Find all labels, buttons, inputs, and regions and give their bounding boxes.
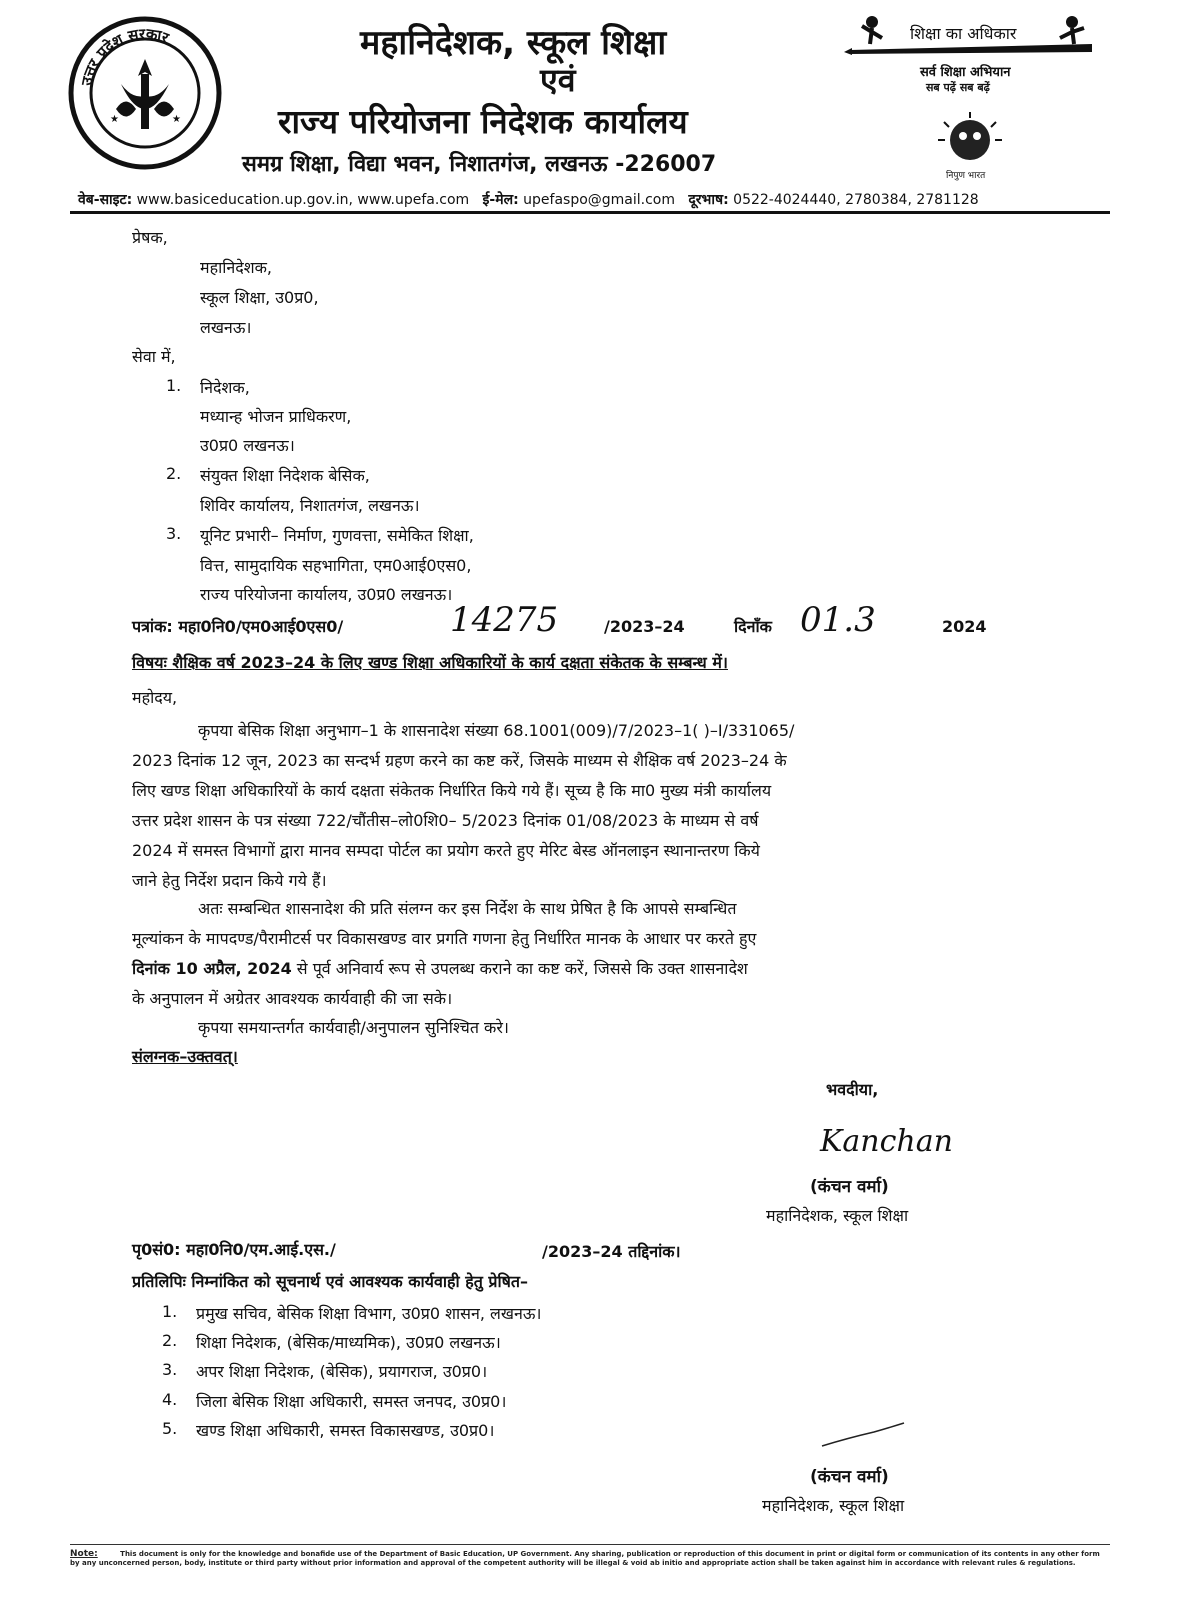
enclosure: संलग्नक–उक्तवत्। [132,1047,238,1066]
header-title-line1: महानिदेशक, स्कूल शिक्षा [360,23,667,63]
phone-value: 0522-4024440, 2780384, 2781128 [733,192,979,208]
copy-ref-suffix: /2023–24 तद्दिनांक। [542,1242,681,1261]
sender-line: लखनऊ। [200,318,252,337]
letter-subject [132,651,728,673]
contact-line [78,190,979,209]
sender-label: प्रेषक, [132,228,168,247]
ssa-line2: सब पढ़ें सब बढ़ें [926,81,990,94]
signature-stroke-icon [818,1420,908,1450]
recipient-line: यूनिट प्रभारी– निर्माण, गुणवत्ता, समेकित शिक्षा, [200,526,474,545]
para-line: 2024 में समस्त विभागों द्वारा मानव सम्पदा पोर्टल का प्रयोग करते हुए मेरिट बेस्ड ऑनलाइन स्थानान्तरण किये [132,841,760,860]
para-line: मूल्यांकन के मापदण्ड/पैरामीटर्स पर विकासखण्ड वार प्रगति गणना हेतु निर्धारित मानक के आधार पर करते हुए [132,929,757,948]
nipun-logo [930,108,1020,168]
state-emblem-logo [66,14,224,172]
paragraph-2 [132,894,982,1014]
para-line: 2023 दिनांक 12 जून, 2023 का सन्दर्भ ग्रहण करने का कष्ट करें, जिसके माध्यम से शैक्षिक वर्ष 2023–24 के [132,751,787,770]
para-line: अतः सम्बन्धित शासनादेश की प्रति संलग्न कर इस निर्देश के साथ प्रेषित है कि आपसे सम्बन्धित [198,899,737,918]
phone-label: दूरभाष: [688,192,729,208]
letter-ref-handwritten: 14275 [450,600,559,640]
para-line-with-deadline [132,954,982,984]
recipient-line: राज्य परियोजना कार्यालय, उ0प्र0 लखनऊ। [200,585,453,604]
recipient-num: 2. [166,464,182,483]
copy-ref-prefix: पृ0सं0: महा0नि0/एम.आई.एस./ [132,1240,336,1259]
nipun-caption: निपुण भारत [946,171,986,181]
para-line: के अनुपालन में अग्रेतर आवश्यक कार्यवाही की जा सके। [132,989,453,1008]
para-text: से पूर्व अनिवार्य रूप से उपलब्ध कराने का कष्ट करें, जिससे कि उक्त शासनादेश [291,959,748,978]
para-line: उत्तर प्रदेश शासन के पत्र संख्या 722/चौंतीस–लो0शि0– 5/2023 दिनांक 01/08/2023 के माध्यम से वर्ष [132,811,759,830]
paragraph-3: कृपया समयान्तर्गत कार्यवाही/अनुपालन सुनिश्चित करे। [198,1018,509,1037]
para-line: कृपया बेसिक शिक्षा अनुभाग–1 के शासनादेश संख्या 68.1001(009)/7/2023–1( )–I/331065/ [198,721,795,740]
copy-item-num: 2. [162,1331,178,1350]
recipient-line: मध्यान्ह भोजन प्राधिकरण, [200,407,352,426]
header-title-line3: राज्य परियोजना निदेशक कार्यालय [278,102,688,141]
recipient-line: वित्त, सामुदायिक सहभागिता, एम0आई0एस0, [200,556,472,575]
ssa-line1: सर्व शिक्षा अभियान [920,65,1011,80]
para-line: जाने हेतु निर्देश प्रदान किये गये हैं। [132,871,327,890]
footer-divider [70,1544,1110,1545]
svg-text:★: ★ [172,114,181,125]
copy-item: जिला बेसिक शिक्षा अधिकारी, समस्त जनपद, उ0प्र0। [196,1392,507,1411]
recipient-line: शिविर कार्यालय, निशातगंज, लखनऊ। [200,496,420,515]
subject-text: शैक्षिक वर्ष 2023–24 के लिए खण्ड शिक्षा अधिकारियों के कार्य दक्षता संकेतक के सम्बन्ध में। [172,653,728,672]
copy-item-num: 4. [162,1390,178,1409]
svg-text:उत्तर प्रदेश सरकार: उत्तर प्रदेश सरकार [77,24,172,88]
emblem-icon [66,14,224,172]
header-divider [70,211,1110,214]
copy-item-num: 1. [162,1302,178,1321]
footer-note [70,1550,1110,1568]
letter-date-handwritten: 01.3 [800,600,876,640]
signature-1: Kanchan [820,1124,953,1159]
header-address: समग्र शिक्षा, विद्या भवन, निशातगंज, लखनऊ -226007 [242,152,717,177]
sender-line: स्कूल शिक्षा, उ0प्र0, [200,288,319,307]
paragraph-1 [132,716,982,896]
website-label: वेब-साइट: [78,192,133,208]
letter-date-year: 2024 [942,617,987,636]
deadline-date: दिनांक 10 अप्रैल, 2024 [132,959,292,978]
salutation: महोदय, [132,688,178,707]
copy-item-num: 3. [162,1360,178,1379]
footer-note-label: Note: [70,1549,98,1559]
svg-text:★: ★ [110,114,119,125]
subject-label: विषयः [132,653,167,672]
copy-item: अपर शिक्षा निदेशक, (बेसिक), प्रयागराज, उ0प्र0। [196,1362,488,1381]
signatory-title: महानिदेशक, स्कूल शिक्षा [766,1206,909,1225]
recipient-line: उ0प्र0 लखनऊ। [200,436,295,455]
para-line: लिए खण्ड शिक्षा अधिकारियों के कार्य दक्षता संकेतक निर्धारित किये गये हैं। सूच्य है कि मा0 मुख्य मंत्री कार्यालय [132,781,772,800]
copy-item: शिक्षा निदेशक, (बेसिक/माध्यमिक), उ0प्र0 लखनऊ। [196,1333,501,1352]
rte-caption: शिक्षा का अधिकार [910,24,1017,43]
copy-header: प्रतिलिपिः निम्नांकित को सूचनार्थ एवं आवश्यक कार्यवाही हेतु प्रेषित– [132,1272,529,1291]
recipient-num: 3. [166,524,182,543]
recipient-line: निदेशक, [200,378,250,397]
signatory-name: (कंचन वर्मा) [810,1177,889,1197]
header-title-line2: एवं [540,61,576,99]
copy-item: प्रमुख सचिव, बेसिक शिक्षा विभाग, उ0प्र0 शासन, लखनऊ। [196,1304,542,1323]
email-label: ई-मेल: [482,192,519,208]
recipients-label: सेवा में, [132,347,176,366]
recipient-line: संयुक्त शिक्षा निदेशक बेसिक, [200,466,370,485]
letter-ref-prefix: पत्रांक: महा0नि0/एम0आई0एस0/ [132,617,344,636]
signature-2 [818,1420,908,1450]
letter-ref-year: /2023–24 [604,617,685,636]
sender-line: महानिदेशक, [200,258,272,277]
email-value: upefaspo@gmail.com [523,192,676,208]
sun-children-icon [930,108,1020,168]
copy-item-num: 5. [162,1419,178,1438]
copy-signatory-name: (कंचन वर्मा) [810,1467,889,1487]
website-value: www.basiceducation.up.gov.in, www.upefa.com [136,192,470,208]
copy-item: खण्ड शिक्षा अधिकारी, समस्त विकासखण्ड, उ0प्र0। [196,1421,495,1440]
recipient-num: 1. [166,376,182,395]
copy-signatory-title: महानिदेशक, स्कूल शिक्षा [762,1496,905,1515]
letter-date-label: दिनाँक [734,617,772,636]
closing: भवदीया, [826,1080,879,1099]
footer-note-text: This document is only for the knowledge and bonafide use of the Department of Basic Education, UP Government. Any sharing, publication or reproduction of this document in print or digital form or communication of its contents in any other form by any unconcerned person, body, institute or third party without prior information and approval of the competent authority will be illegal & void ab initio and appropriate action shall be taken against him in accordance with relevant rules & regulations. [70,1550,1100,1567]
